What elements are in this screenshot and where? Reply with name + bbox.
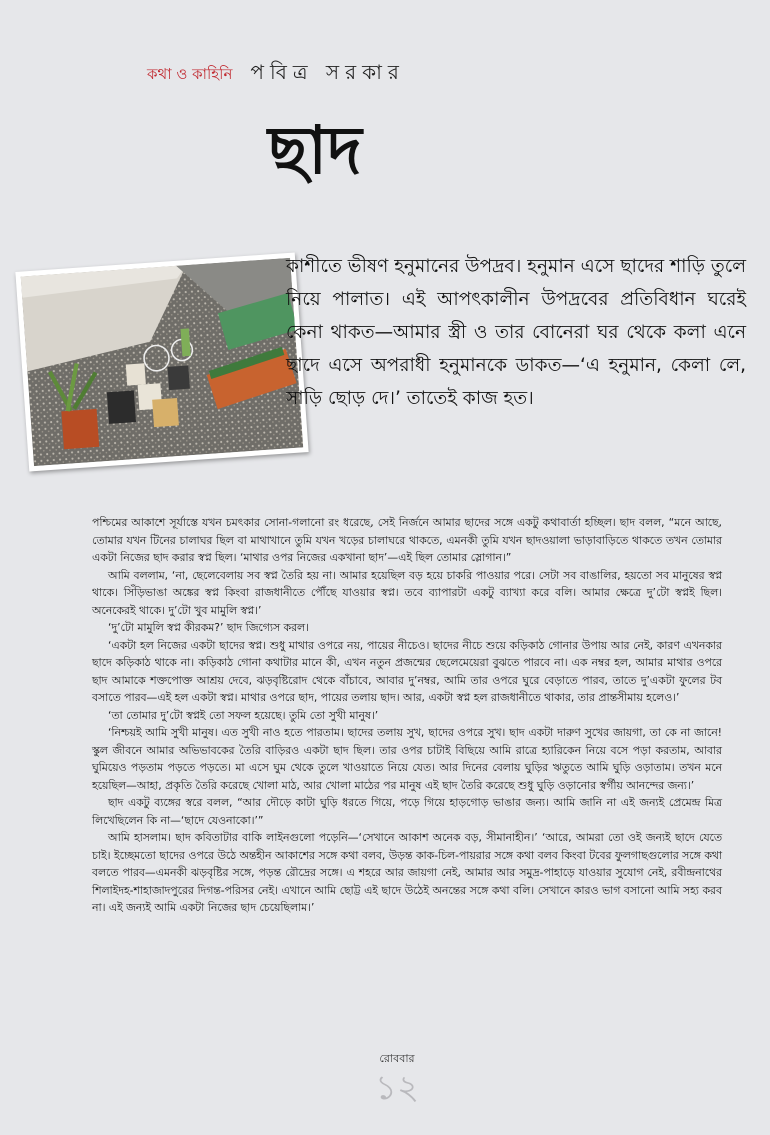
body-paragraph: আমি বললাম, ‘না, ছেলেবেলায় সব স্বপ্ন তৈরি হয় না। আমার হয়েছিল বড় হয়ে চাকরি পাওয়ার পরে। সেটা সব বাঙালির, হয়তো সব মানুষের স্বপ্ন থাকে। সিঁড়িভাঙা অঙ্কের স্বপ্ন কিংবা রাজধানীতে পৌঁছে যাওয়ার স্বপ্ন। তবে ব্যাপারটা একটু ব্যাখ্যা করে বলি। আমার ক্ষেত্রে দু’টো স্বপ্নই ছিল। অনেকেরই থাকে। দু’টো খুব মামুলি স্বপ্ন।’ — [92, 568, 722, 617]
body-paragraph: ‘দু’টো মামুলি স্বপ্ন কীরকম?’ ছাদ জিগ্যেস করল। — [108, 621, 309, 634]
article-title: ছাদ — [268, 112, 362, 189]
lede-paragraph: কাশীতে ভীষণ হনুমানের উপদ্রব। হনুমান এসে ছাদের শাড়ি তুলে নিয়ে পালাত। এই আপৎকালীন উপদ্রবের প্রতিবিধান ঘরেই কেনা থাকত—আমার স্ত্রী ও তার বোনেরা ঘর থেকে কলা এনে ছাদে এসে অপরাধী হনুমানকে ডাকত—‘এ হনুমান, কেলা লে, সাড়ি ছোড় দে।’ তাতেই কাজ হত। — [286, 256, 746, 409]
page-header — [147, 58, 405, 91]
article-body — [92, 514, 722, 917]
rooftop-plants-photo — [15, 252, 308, 471]
page-footer — [362, 1050, 432, 1108]
body-paragraph: ‘নিশ্চয়ই আমি সুখী মানুষ। এত সুখী নাও হতে পারতাম। ছাদের তলায় সুখ, ছাদের ওপরে সুখ। ছাদ একটা দারুণ সুখের জায়গা, তা কে না জানে! স্কুল জীবনে আমার অভিভাবকের তৈরি বাড়িরও একটা ছাদ ছিল। তার ওপর চাটাই বিছিয়ে আমি রাত্রে হ্যারিকেন নিয়ে বসে পড়া করতাম, আবার ঘুমিয়েও পড়তাম পড়তে পড়তে। মা এসে ঘুম থেকে তুলে খাওয়াতে নিয়ে যেত। আর দিনের বেলায় ঘুড়ির ঋতুতে আমি ঘুড়ি ওড়াতাম। তখন মনে হয়েছিল—আহা, প্রকৃতি তৈরি করেছে খোলা মাঠ, আর খোলা মাঠের পর মানুষ এই ছাদ তৈরি করেছে শুধু ঘুড়ি ওড়ানোর স্বর্গীয় আনন্দের জন্য।’ — [92, 726, 722, 792]
body-paragraph: ‘একটা হল নিজের একটা ছাদের স্বপ্ন। শুধু মাথার ওপরে নয়, পায়ের নীচেও। ছাদের নীচে শুয়ে কড়িকাঠ গোনার উপায় আর নেই, কারণ এখনকার ছাদে কড়িকাঠ থাকে না। কড়িকাঠ গোনা কথাটার মানে কী, এখন নতুন প্রজন্মের ছেলেমেয়েরা বুঝতে পারবে না। এক নম্বর হল, আমার মাথার ওপরে ছাদ আমাকে শক্তপোক্ত আশ্রয় দেবে, ঝড়বৃষ্টিরোদ থেকে বাঁচাবে, আবার দু’নম্বর, আমি তার ওপরে ঘুরে বেড়াতে পারব, তাতে দু’একটা ফুলের টব বসাতে পারব—এই হল একটা স্বপ্ন। মাথার ওপরে ছাদ, পায়ের তলায় ছাদ। আর, একটা স্বপ্ন হল রাজধানীতে থাকার, তার প্রান্তসীমায় হলেও।’ — [92, 638, 722, 704]
section-label: কথা ও কাহিনি — [147, 65, 233, 83]
magazine-name: রোববার — [379, 1052, 415, 1065]
author-name: পবিত্র সরকার — [250, 60, 405, 84]
body-paragraph: ‘তা তোমার দু’টো স্বপ্নই তো সফল হয়েছে। তুমি তো সুখী মানুষ।’ — [108, 708, 379, 722]
photo-image — [21, 258, 304, 466]
body-paragraph: আমি হাসলাম। ছাদ কবিতাটার বাকি লাইনগুলো পড়েনি—‘সেখানে আকাশ অনেক বড়, সীমানাহীন।’ ‘আরে, আমরা তো ওই জন্যই ছাদে যেতে চাই। ইচ্ছেমতো ছাদের ওপরে উঠে অন্তহীন আকাশের সঙ্গে কথা বলব, উড়ন্ত কাক-চিল-পায়রার সঙ্গে কথা বলব কিংবা টবের ফুলগাছগুলোর সঙ্গে কথা বলতে পারব—এমনকী ঝড়বৃষ্টির সঙ্গে, পড়ন্ত রৌদ্রের সঙ্গে। এ শহরে আর জায়গা নেই, আমার আর সমুদ্র-পাহাড়ে যাওয়ার সুযোগ নেই, রবীন্দ্রনাথের শিলাইদহ-শাহাজাদপুরের দিগন্ত-পরিসর নেই। এখানে আমি ছোট্ট এই ছাদে উঠেই অনন্তের সঙ্গে কথা বলি। সেখানে কারও ভাগ বসানো আমি সহ্য করব না। এই জন্যই আমি একটা নিজের ছাদ চেয়েছিলাম।’ — [92, 831, 722, 914]
page-number: ১২ — [374, 1068, 420, 1108]
body-paragraph: ছাদ একটু ব্যঙ্গের স্বরে বলল, “আর দৌড়ে কাটা ঘুড়ি ধরতে গিয়ে, পড়ে গিয়ে হাড়গোড় ভাঙার জন্য। আমি জানি না এই জন্যই প্রেমেন্দ্র মিত্র লিখেছিলেন কি না—‘ছাদে যেওনাকো।’” — [92, 796, 722, 827]
body-paragraph: পশ্চিমের আকাশে সূর্যাস্তে যখন চমৎকার সোনা-গলানো রং ধরেছে, সেই নির্জনে আমার ছাদের সঙ্গে একটু কথাবার্তা হচ্ছিল। ছাদ বলল, “মনে আছে, তোমার যখন টিনের চালাঘর ছিল বা মাথাখানে তুমি যখন খড়ের চালাঘরে থাকতে, এমনকী তুমি যখন ছাদওয়ালা ভাড়াবাড়িতে থাকতে তখন তোমার একটা নিজের ছাদ করার স্বপ্ন ছিল। ‘মাথার ওপর নিজের একখানা ছাদ’—এই ছিল তোমার স্লোগান।” — [92, 516, 722, 564]
